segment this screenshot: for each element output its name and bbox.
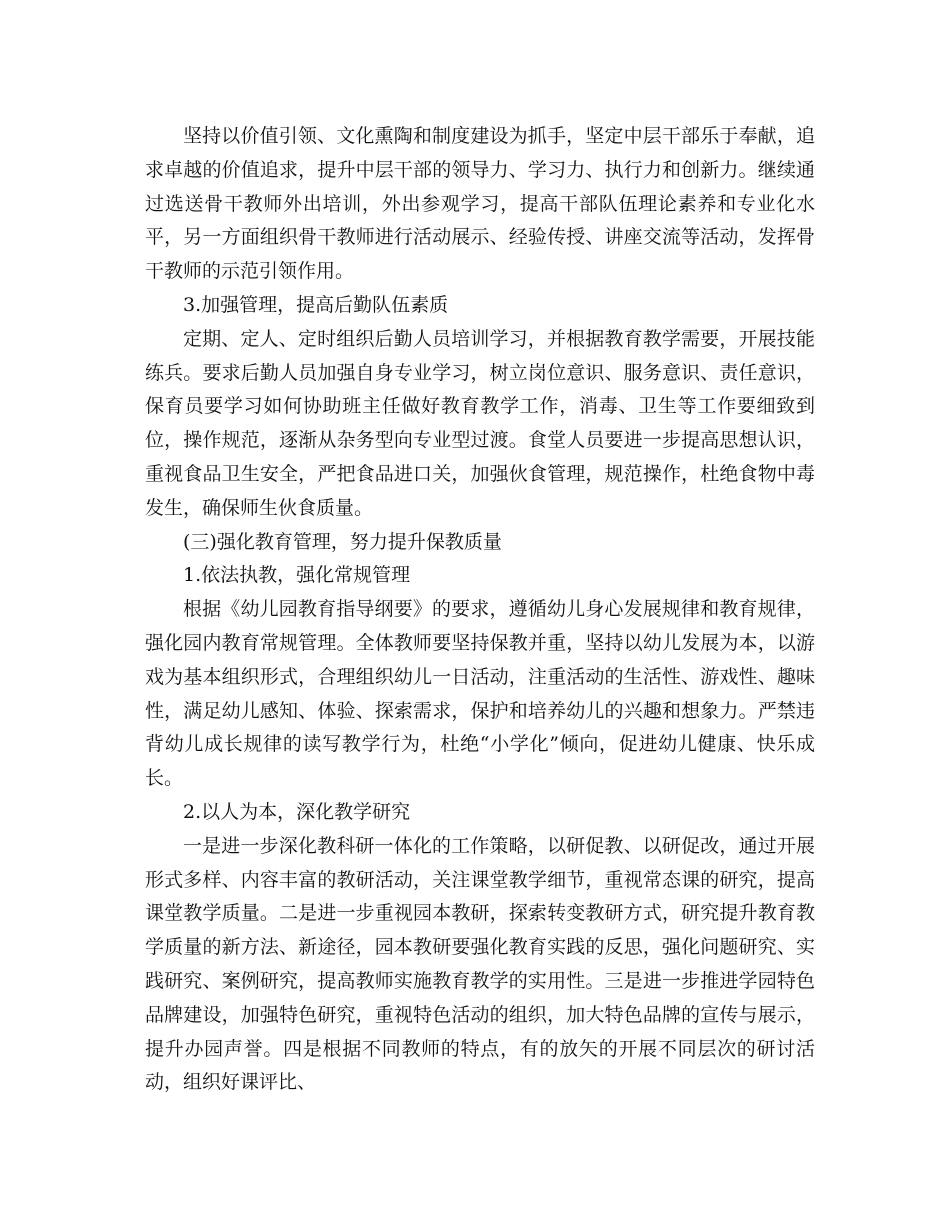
heading-education-management: (三)强化教育管理，努力提升保教质量 [183, 530, 502, 553]
document-body [145, 120, 815, 1100]
paragraph-research-strategy: 一是进一步深化教科研一体化的工作策略，以研促教、以研促改，通过开展形式多样、内容丰富的教研活动，关注课堂教学细节，重视常态课的研究，提高课堂教学质量。二是进一步重视园本教研，探索转变教研方式，研究提升教育教学质量的新方法、新途径，园本教研要强化教育实践的反思，强化问题研究、实践研究、案例研究，提高教师实施教育教学的实用性。三是进一步推进学园特色品牌建设，加强特色研究，重视特色活动的组织，加大特色品牌的宣传与展示，提升办园声誉。四是根据不同教师的特点，有的放矢的开展不同层次的研讨活动，组织好课评比、 [145, 834, 815, 1094]
heading-routine-management: 1.依法执教，强化常规管理 [183, 564, 411, 587]
paragraph-kindergarten-guidelines: 根据《幼儿园教育指导纲要》的要求，遵循幼儿身心发展规律和教育规律，强化园内教育常规管理。全体教师要坚持保教并重，坚持以幼儿发展为本，以游戏为基本组织形式，合理组织幼儿一日活动，注重活动的生活性、游戏性、趣味性，满足幼儿感知、体验、探索需求，保护和培养幼儿的兴趣和想象力。严禁违背幼儿成长规律的读写教学行为，杜绝“小学化”倾向，促进幼儿健康、快乐成长。 [145, 598, 815, 790]
paragraph-logistics-training: 定期、定人、定时组织后勤人员培训学习，并根据教育教学需要，开展技能练兵。要求后勤人员加强自身专业学习，树立岗位意识、服务意识、责任意识，保育员要学习如何协助班主任做好教育教学工作，消毒、卫生等工作要细致到位，操作规范，逐渐从杂务型向专业型过渡。食堂人员要进一步提高思想认识，重视食品卫生安全，严把食品进口关，加强伙食管理，规范操作，杜绝食物中毒发生，确保师生伙食质量。 [145, 327, 815, 519]
heading-teaching-research: 2.以人为本，深化教学研究 [183, 800, 411, 823]
paragraph-cadre-values: 坚持以价值引领、文化熏陶和制度建设为抓手，坚定中层干部乐于奉献，追求卓越的价值追求，提升中层干部的领导力、学习力、执行力和创新力。继续通过选送骨干教师外出培训，外出参观学习，提高干部队伍理论素养和专业化水平，另一方面组织骨干教师进行活动展示、经验传授、讲座交流等活动，发挥骨干教师的示范引领作用。 [145, 125, 815, 283]
heading-logistics-management: 3.加强管理，提高后勤队伍素质 [183, 293, 449, 316]
